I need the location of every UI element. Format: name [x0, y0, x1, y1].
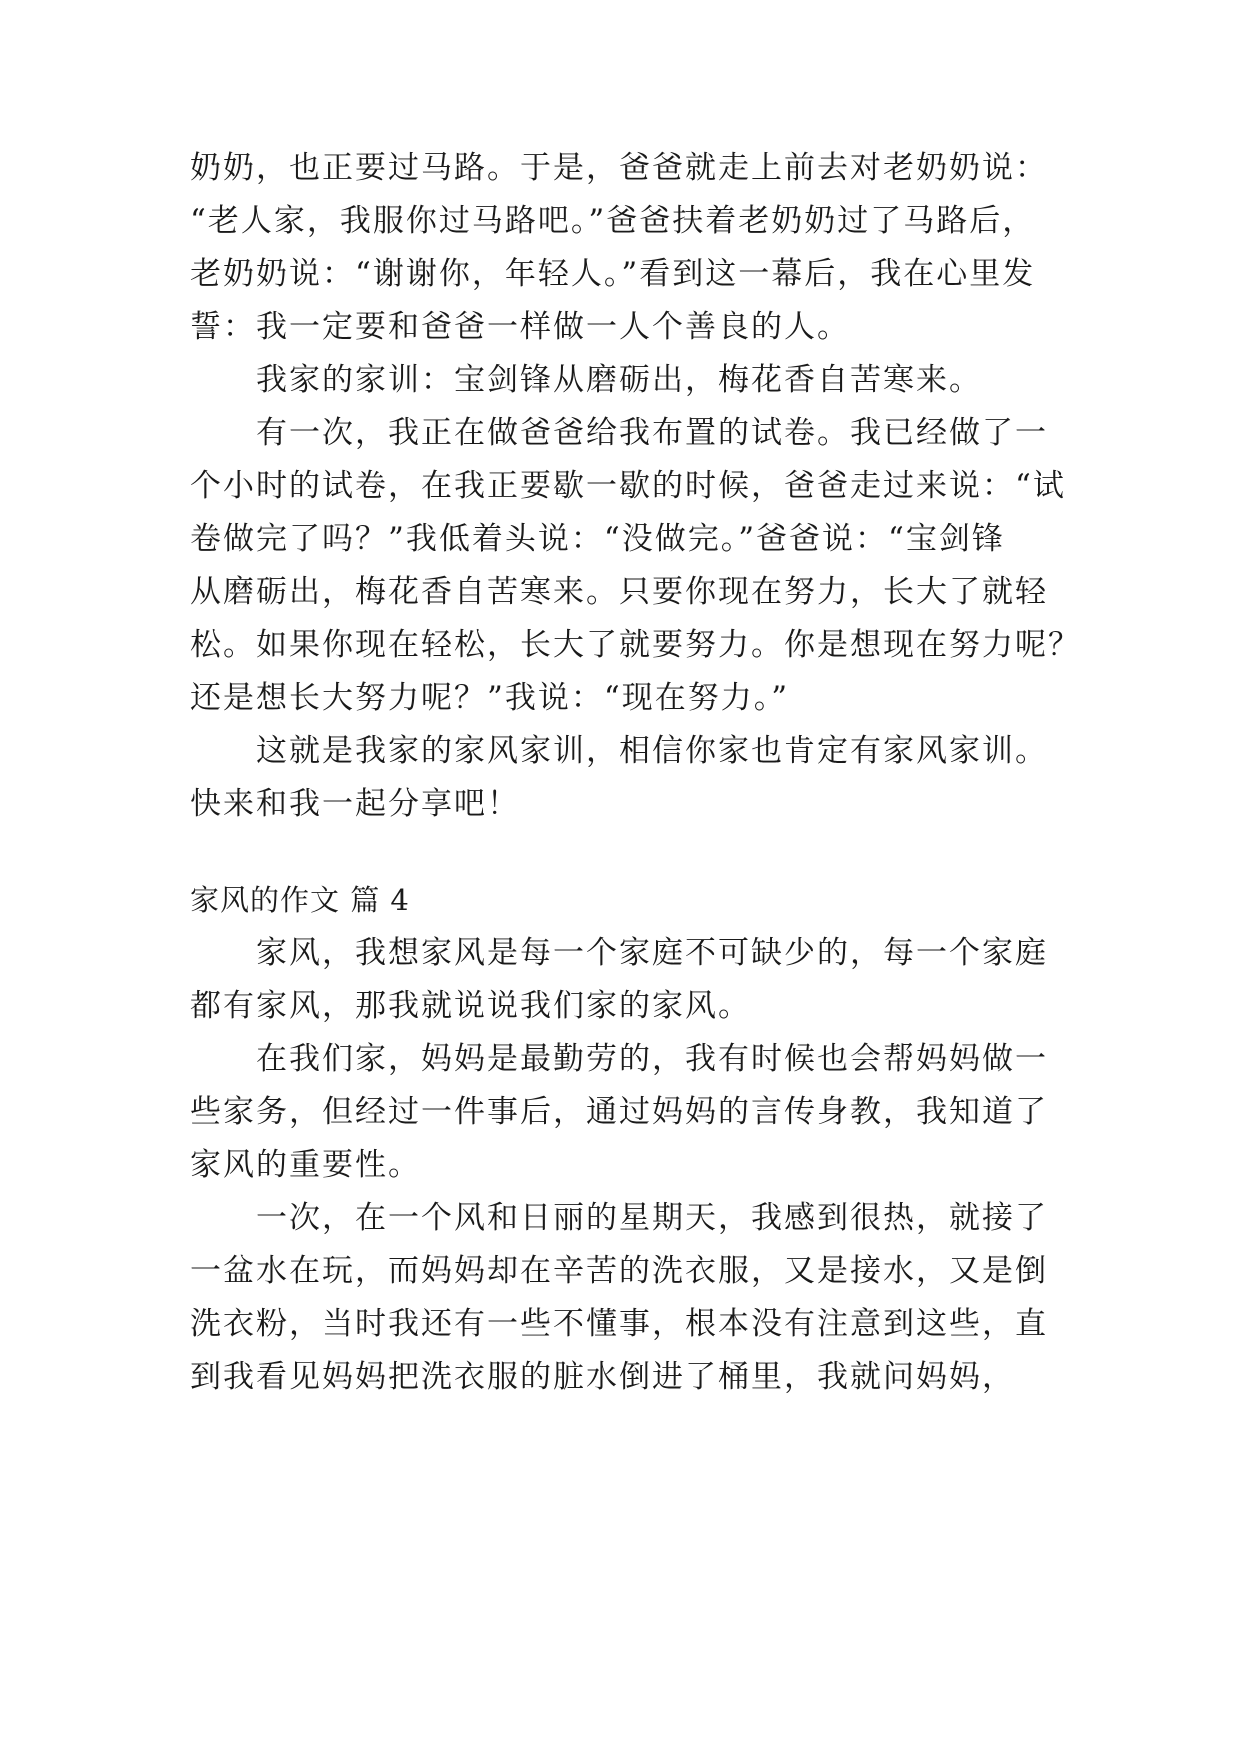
text-line: 老奶奶说：“谢谢你，年轻人。”看到这一幕后，我在心里发: [190, 256, 1036, 292]
text-line: 还是想长大努力呢？”我说：“现在努力。”: [190, 680, 790, 716]
text-line: 些家务，但经过一件事后，通过妈妈的言传身教，我知道了: [190, 1094, 1048, 1130]
text-line: 都有家风，那我就说说我们家的家风。: [190, 988, 751, 1024]
text-line: 卷做完了吗？”我低着头说：“没做完。”爸爸说：“宝剑锋: [190, 521, 1005, 557]
text-line: 从磨砺出，梅花香自苦寒来。只要你现在努力，长大了就轻: [190, 574, 1048, 610]
text-line: 快来和我一起分享吧！: [190, 786, 520, 822]
text-line: 一次，在一个风和日丽的星期天，我感到很热，就接了: [256, 1200, 1048, 1236]
text-line: 松。如果你现在轻松，长大了就要努力。你是想现在努力呢？: [190, 627, 1081, 663]
text-line: “老人家，我服你过马路吧。”爸爸扶着老奶奶过了马路后，: [190, 203, 1036, 239]
text-line: 家风，我想家风是每一个家庭不可缺少的，每一个家庭: [256, 935, 1048, 971]
text-line: 到我看见妈妈把洗衣服的脏水倒进了桶里，我就问妈妈，: [190, 1359, 1015, 1395]
text-line: 有一次，我正在做爸爸给我布置的试卷。我已经做了一: [256, 415, 1048, 451]
text-line: 奶奶，也正要过马路。于是，爸爸就走上前去对老奶奶说：: [190, 150, 1048, 186]
text-line: 一盆水在玩，而妈妈却在辛苦的洗衣服，又是接水，又是倒: [190, 1253, 1048, 1289]
text-line: 个小时的试卷，在我正要歇一歇的时候，爸爸走过来说：“试: [190, 468, 1066, 504]
text-line: 我家的家训：宝剑锋从磨砺出，梅花香自苦寒来。: [256, 362, 982, 398]
text-line: 洗衣粉，当时我还有一些不懂事，根本没有注意到这些，直: [190, 1306, 1048, 1342]
text-line: 这就是我家的家风家训，相信你家也肯定有家风家训。: [256, 733, 1048, 769]
text-line: 在我们家，妈妈是最勤劳的，我有时候也会帮妈妈做一: [256, 1041, 1048, 1077]
text-line: 誓：我一定要和爸爸一样做一人个善良的人。: [190, 309, 850, 345]
text-line: 家风的重要性。: [190, 1147, 421, 1183]
section-heading: 家风的作文 篇 4: [190, 883, 410, 917]
